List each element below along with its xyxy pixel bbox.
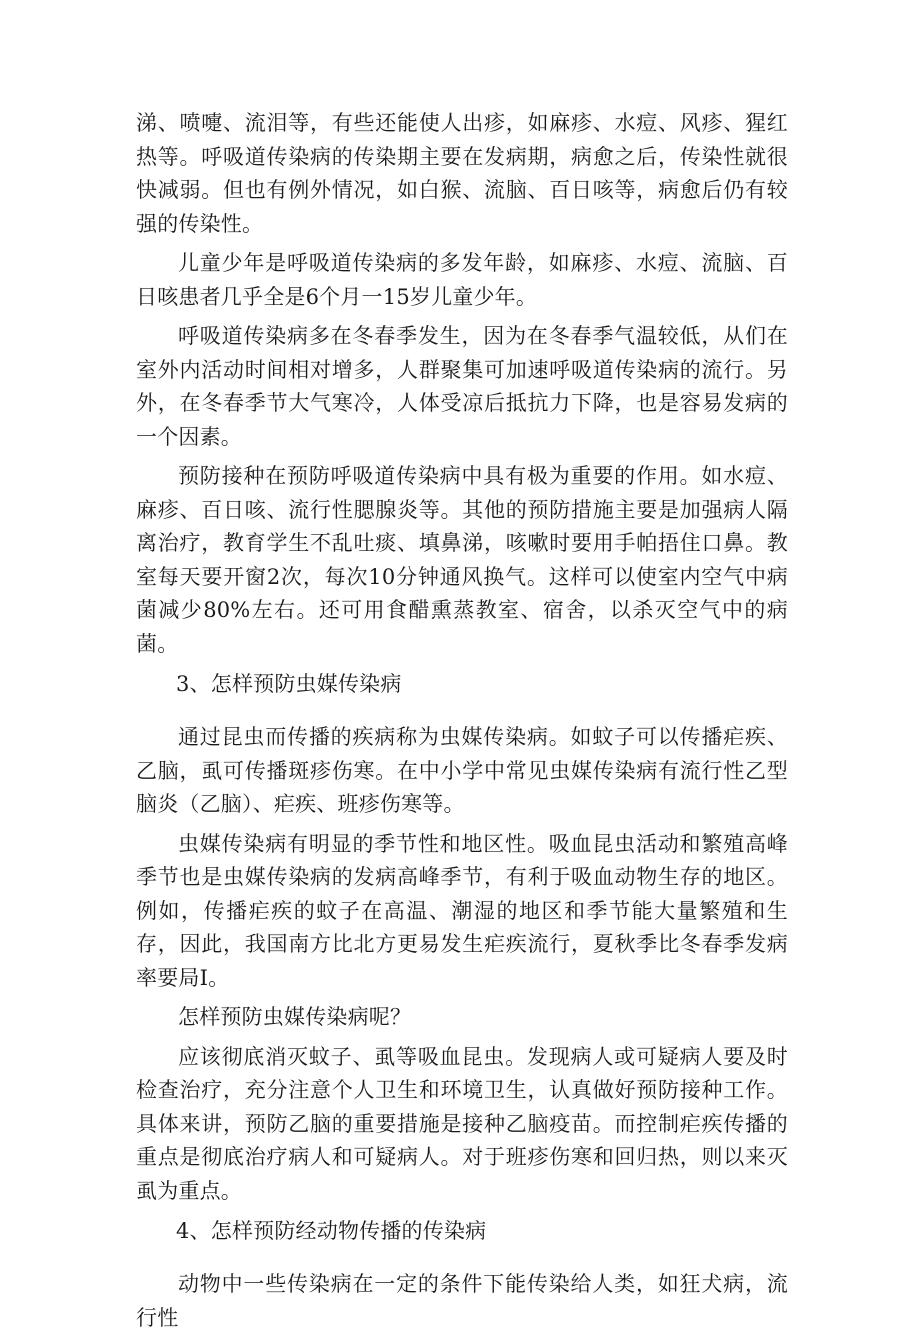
- paragraph-winter-spring: 呼吸道传染病多在冬春季发生，因为在冬春季气温较低，从们在室外内活动时间相对增多，人群聚集可加速呼吸道传染病的流行。另外，在冬春季节大气寒冷，人体受凉后抵抗力下降，也是容易发病的一个因素。: [136, 324, 788, 449]
- heading-insect-borne: 3、怎样预防虫媒传染病: [176, 672, 402, 696]
- document-body: [136, 107, 788, 1341]
- heading-animal-borne: 4、怎样预防经动物传播的传染病: [176, 1219, 487, 1243]
- paragraph-animal-diseases: 动物中一些传染病在一定的条件下能传染给人类，如狂犬病，流行性: [136, 1272, 788, 1330]
- paragraph-vaccination: 预防接种在预防呼吸道传染病中具有极为重要的作用。如水痘、麻疹、百日咳、流行性腮腺炎等。其他的预防措施主要是加强病人隔离治疗，教育学生不乱吐痰、填鼻涕，咳嗽时要用手帕捂住口鼻。教室每天要开窗2次，每次10分钟通风换气。这样可以使室内空气中病菌减少80%左右。还可用食醋熏蒸教室、宿舍，以杀灭空气中的病菌。: [136, 464, 788, 656]
- paragraph-prevention-measures: 应该彻底消灭蚊子、虱等吸血昆虫。发现病人或可疑病人要及时检查治疗，充分注意个人卫生和环境卫生，认真做好预防接种工作。具体来讲，预防乙脑的重要措施是接种乙脑疫苗。而控制疟疾传播的重点是彻底治疗病人和可疑病人。对于班疹伤寒和回归热，则以来灭虱为重点。: [136, 1044, 788, 1203]
- paragraph-children-age: 儿童少年是呼吸道传染病的多发年龄，如麻疹、水痘、流脑、百日咳患者几乎全是6个月一15岁儿童少年。: [136, 251, 788, 309]
- paragraph-question: 怎样预防虫媒传染病呢？: [178, 1005, 412, 1029]
- paragraph-seasonality: 虫媒传染病有明显的季节性和地区性。吸血昆虫活动和繁殖高峰季节也是虫媒传染病的发病高峰季节，有利于吸血动物生存的地区。例如，传播疟疾的蚊子在高温、潮湿的地区和季节能大量繁殖和生存，因此，我国南方比北方更易发生疟疾流行，夏秋季比冬春季发病率要局I。: [136, 831, 788, 990]
- paragraph-respiratory-symptoms: 涕、喷嚏、流泪等，有些还能使人出疹，如麻疹、水痘、风疹、猩红热等。呼吸道传染病的传染期主要在发病期，病愈之后，传染性就很快减弱。但也有例外情况，如白猴、流脑、百日咳等，病愈后仍有较强的传染性。: [136, 111, 788, 236]
- paragraph-insect-definition: 通过昆虫而传播的疾病称为虫媒传染病。如蚊子可以传播疟疾、乙脑，虱可传播斑疹伤寒。在中小学中常见虫媒传染病有流行性乙型脑炎（乙脑）、疟疾、班疹伤寒等。: [136, 725, 788, 816]
